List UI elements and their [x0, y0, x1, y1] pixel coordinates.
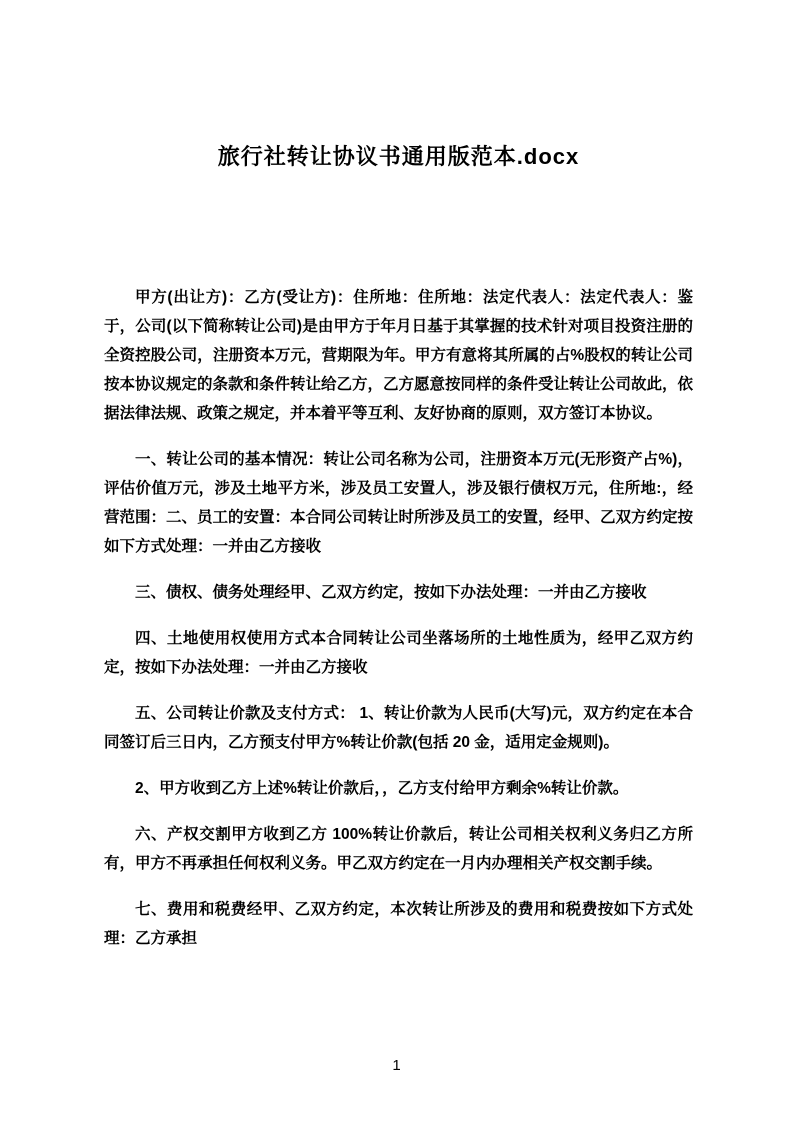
paragraph-section-5-item-2: 2、甲方收到乙方上述%转让价款后，，乙方支付给甲方剩余%转让价款。: [135, 780, 629, 797]
paragraph-section-7: 七、费用和税费经甲、乙双方约定，本次转让所涉及的费用和税费按如下方式处理：乙方承担: [104, 901, 693, 947]
paragraph-section-4: 四、土地使用权使用方式本合同转让公司坐落场所的土地性质为，经甲乙双方约定，按如下办法处理：一并由乙方接收: [104, 630, 693, 676]
paragraph-section-5: 五、公司转让价款及支付方式： 1、转让价款为人民币(大写)元，双方约定在本合同签订后三日内，乙方预支付甲方%转让价款(包括 20 金，适用定金规则)。: [104, 705, 693, 751]
document-title: 旅行社转让协议书通用版范本.docx: [217, 144, 580, 169]
paragraph-preamble: 甲方(出让方)：乙方(受让方)：住所地：住所地：法定代表人：法定代表人：鉴于，公司(以下简称转让公司)是由甲方于年月日基于其掌握的技术针对项目投资注册的全资控股公司，注册资本万元，营期限为年。甲方有意将其所属的占%股权的转让公司按本协议规定的条款和条件转让给乙方，乙方愿意按同样的条件受让转让公司故此，依据法律法规、政策之规定，并本着平等互利、友好协商的原则，双方签订本协议。: [104, 289, 694, 422]
paragraph-section-1-2: 一、转让公司的基本情况：转让公司名称为公司，注册资本万元(无形资产占%)，评估价值万元，涉及土地平方米，涉及员工安置人，涉及银行债权万元，住所地:，经营范围：二、员工的安置：本合同公司转让时所涉及员工的安置，经甲、乙双方约定按如下方式处理：一并由乙方接收: [104, 451, 694, 555]
page-number: 1: [392, 1057, 401, 1074]
document-content: [104, 140, 693, 970]
paragraph-section-6: 六、产权交割甲方收到乙方 100%转让价款后，转让公司相关权利义务归乙方所有，甲方不再承担任何权利义务。甲乙双方约定在一月内办理相关产权交割手续。: [104, 826, 693, 872]
paragraph-section-3: 三、债权、债务处理经甲、乙双方约定，按如下办法处理：一并由乙方接收: [135, 584, 647, 601]
